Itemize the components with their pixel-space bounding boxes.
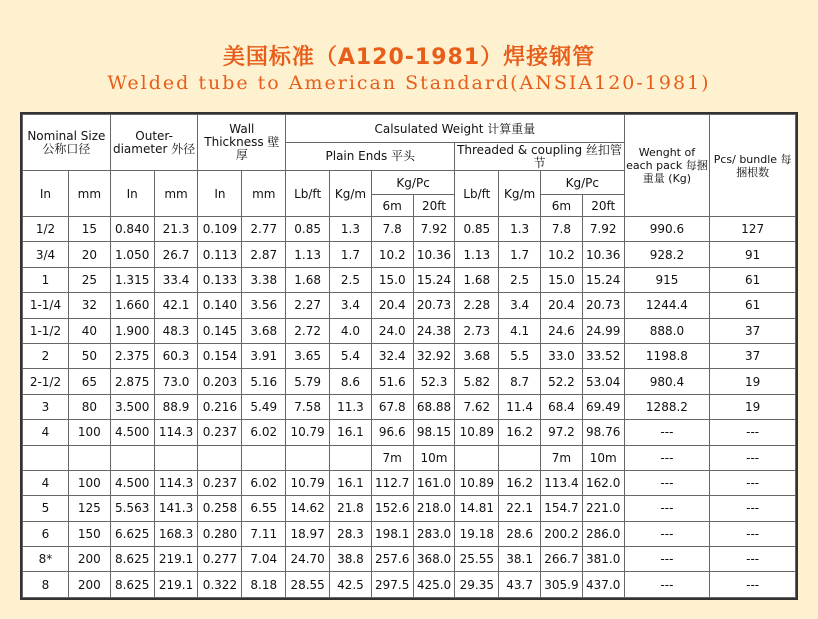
table-cell: 8.625 (110, 572, 154, 598)
table-cell: 15 (68, 217, 110, 242)
table-cell: 0.216 (198, 394, 242, 419)
table-cell: 2 (23, 343, 69, 368)
table-cell: 65 (68, 369, 110, 394)
table-cell: 5.563 (110, 496, 154, 521)
table-cell: 1.315 (110, 267, 154, 292)
table-cell: 8.625 (110, 547, 154, 572)
table-cell: 437.0 (582, 572, 624, 598)
table-cell: 7.04 (242, 547, 286, 572)
header-kg-m: Kg/m (499, 171, 541, 217)
table-cell: 1.68 (455, 267, 499, 292)
table-cell: 5.49 (242, 394, 286, 419)
table-cell: 125 (68, 496, 110, 521)
table-cell: --- (710, 420, 796, 445)
table-cell: 0.840 (110, 217, 154, 242)
table-cell: 8.6 (330, 369, 372, 394)
header-in: In (110, 171, 154, 217)
table-cell: 7m (371, 445, 413, 470)
table-cell: 20.4 (371, 293, 413, 318)
table-cell: 33.0 (541, 343, 583, 368)
table-row (23, 394, 796, 419)
table-cell: 24.70 (286, 547, 330, 572)
table-cell: 7.11 (242, 521, 286, 546)
table-cell: 73.0 (154, 369, 198, 394)
table-cell: 4 (23, 470, 69, 495)
table-cell: 5.82 (455, 369, 499, 394)
table-cell: 16.2 (499, 470, 541, 495)
table-cell: 6.02 (242, 420, 286, 445)
table-cell: --- (624, 572, 710, 598)
table-cell: 16.1 (330, 420, 372, 445)
table-cell: 24.6 (541, 318, 583, 343)
table-cell: 98.76 (582, 420, 624, 445)
table-cell: 61 (710, 293, 796, 318)
table-cell: 8.7 (499, 369, 541, 394)
table-cell: 24.99 (582, 318, 624, 343)
header-kg-pc: Kg/Pc (371, 171, 455, 195)
table-row (23, 217, 796, 242)
table-cell: 100 (68, 470, 110, 495)
table-cell: 1/2 (23, 217, 69, 242)
table-cell: 297.5 (371, 572, 413, 598)
table-cell: 4.0 (330, 318, 372, 343)
table-cell: 14.62 (286, 496, 330, 521)
header-6m: 6m (541, 195, 583, 217)
table-cell: 15.24 (582, 267, 624, 292)
table-cell: --- (624, 470, 710, 495)
table-cell: 28.3 (330, 521, 372, 546)
table-cell: 19 (710, 394, 796, 419)
table-cell: 1198.8 (624, 343, 710, 368)
table-cell: 218.0 (413, 496, 455, 521)
table-cell (242, 445, 286, 470)
table-cell: 2.5 (330, 267, 372, 292)
header-plain-ends: Plain Ends 平头 (286, 143, 455, 171)
table-cell: 0.109 (198, 217, 242, 242)
table-cell: 91 (710, 242, 796, 267)
table-cell: 5 (23, 496, 69, 521)
table-cell (110, 445, 154, 470)
table-cell: 67.8 (371, 394, 413, 419)
table-cell: 6.625 (110, 521, 154, 546)
table-cell: 8.18 (242, 572, 286, 598)
table-cell: 18.97 (286, 521, 330, 546)
table-cell: 0.237 (198, 420, 242, 445)
table-cell: 286.0 (582, 521, 624, 546)
table-cell: 7m (541, 445, 583, 470)
table-cell: 3.65 (286, 343, 330, 368)
table-cell: 10.79 (286, 470, 330, 495)
table-cell: 0.203 (198, 369, 242, 394)
table-cell: 5.5 (499, 343, 541, 368)
table-cell: 1.050 (110, 242, 154, 267)
table-cell: 29.35 (455, 572, 499, 598)
table-row (23, 267, 796, 292)
table-cell: 33.4 (154, 267, 198, 292)
table-cell: 25 (68, 267, 110, 292)
table-row (23, 572, 796, 598)
table-cell: 0.113 (198, 242, 242, 267)
table-cell: 22.1 (499, 496, 541, 521)
table-cell: 14.81 (455, 496, 499, 521)
table-cell: 2.73 (455, 318, 499, 343)
table-cell (68, 445, 110, 470)
table-cell: 28.55 (286, 572, 330, 598)
table-cell: 11.4 (499, 394, 541, 419)
table-cell: 24.38 (413, 318, 455, 343)
table-cell: 2.5 (499, 267, 541, 292)
table-cell: 40 (68, 318, 110, 343)
table-cell: 15.0 (541, 267, 583, 292)
table-cell: 10m (413, 445, 455, 470)
table-cell: 6.02 (242, 470, 286, 495)
table-cell: 200 (68, 572, 110, 598)
table-cell: 2-1/2 (23, 369, 69, 394)
table-row (23, 420, 796, 445)
table-cell: --- (710, 572, 796, 598)
table-cell: 20.73 (413, 293, 455, 318)
table-cell (286, 445, 330, 470)
table-cell: 98.15 (413, 420, 455, 445)
table-cell (198, 445, 242, 470)
table-cell: 200.2 (541, 521, 583, 546)
table-cell: 19.18 (455, 521, 499, 546)
table-cell: 37 (710, 318, 796, 343)
table-cell: 7.92 (413, 217, 455, 242)
table-cell: 168.3 (154, 521, 198, 546)
table-cell: 3.56 (242, 293, 286, 318)
table-cell: 25.55 (455, 547, 499, 572)
table-cell: 19 (710, 369, 796, 394)
table-cell: 61 (710, 267, 796, 292)
table-row (23, 445, 796, 470)
table-cell: 2.28 (455, 293, 499, 318)
table-row (23, 521, 796, 546)
table-cell: 2.72 (286, 318, 330, 343)
table-cell: 68.88 (413, 394, 455, 419)
table-cell: 52.2 (541, 369, 583, 394)
table-cell: 53.04 (582, 369, 624, 394)
weight-table (22, 114, 796, 598)
header-mm: mm (154, 171, 198, 217)
table-cell: 4.500 (110, 470, 154, 495)
table-cell: 38.8 (330, 547, 372, 572)
table-cell: 4.500 (110, 420, 154, 445)
table-cell: 1.900 (110, 318, 154, 343)
table-cell: 10.36 (413, 242, 455, 267)
table-cell: 10.89 (455, 420, 499, 445)
table-cell: 21.8 (330, 496, 372, 521)
table-cell: 11.3 (330, 394, 372, 419)
table-cell: 52.3 (413, 369, 455, 394)
table-cell: 1244.4 (624, 293, 710, 318)
table-cell: --- (710, 470, 796, 495)
table-cell: 114.3 (154, 420, 198, 445)
table-cell: 3 (23, 394, 69, 419)
table-row (23, 369, 796, 394)
table-cell: --- (710, 547, 796, 572)
table-cell: 990.6 (624, 217, 710, 242)
weight-table-container (20, 112, 798, 600)
table-cell: 24.0 (371, 318, 413, 343)
table-cell: 88.9 (154, 394, 198, 419)
table-cell: 152.6 (371, 496, 413, 521)
table-cell: 221.0 (582, 496, 624, 521)
table-cell: 1.13 (286, 242, 330, 267)
header-6m: 6m (371, 195, 413, 217)
table-cell: 980.4 (624, 369, 710, 394)
table-cell: 0.237 (198, 470, 242, 495)
table-cell: 1.3 (330, 217, 372, 242)
table-row (23, 547, 796, 572)
table-cell: 4 (23, 420, 69, 445)
table-cell: 257.6 (371, 547, 413, 572)
table-cell: --- (624, 420, 710, 445)
table-cell: 1-1/4 (23, 293, 69, 318)
page-subtitle: Welded tube to American Standard(ANSIA120-1981) (107, 72, 711, 94)
table-cell: 1 (23, 267, 69, 292)
table-cell: 32 (68, 293, 110, 318)
table-cell: 6.55 (242, 496, 286, 521)
table-cell: 42.5 (330, 572, 372, 598)
table-cell: --- (710, 445, 796, 470)
table-cell: 5.4 (330, 343, 372, 368)
table-row (23, 470, 796, 495)
table-cell: 7.92 (582, 217, 624, 242)
header-lb-ft: Lb/ft (455, 171, 499, 217)
table-cell: 37 (710, 343, 796, 368)
table-cell: 888.0 (624, 318, 710, 343)
table-cell: --- (710, 521, 796, 546)
table-cell: 1288.2 (624, 394, 710, 419)
table-cell: 150 (68, 521, 110, 546)
page-title: 美国标准（A120-1981）焊接钢管 (222, 45, 596, 70)
table-cell: 2.375 (110, 343, 154, 368)
table-cell: 96.6 (371, 420, 413, 445)
header-mm: mm (242, 171, 286, 217)
table-cell: 10m (582, 445, 624, 470)
table-cell: 0.277 (198, 547, 242, 572)
table-cell: 68.4 (541, 394, 583, 419)
header-threaded-coupling: Threaded & coupling 丝扣管节 (455, 143, 624, 171)
header-pack-weight: Wenght of each pack 每捆重量 (Kg) (624, 115, 710, 217)
table-cell: 5.16 (242, 369, 286, 394)
table-cell: 32.4 (371, 343, 413, 368)
table-cell: 10.2 (371, 242, 413, 267)
table-cell: 48.3 (154, 318, 198, 343)
table-cell: 283.0 (413, 521, 455, 546)
table-cell (154, 445, 198, 470)
table-cell: 20.4 (541, 293, 583, 318)
table-cell (23, 445, 69, 470)
table-cell: 0.280 (198, 521, 242, 546)
table-cell: 0.140 (198, 293, 242, 318)
table-cell: 127 (710, 217, 796, 242)
table-cell: 4.1 (499, 318, 541, 343)
table-cell: 15.24 (413, 267, 455, 292)
table-cell: 0.85 (455, 217, 499, 242)
table-cell: 915 (624, 267, 710, 292)
table-cell: 3.500 (110, 394, 154, 419)
header-nominal-size: Nominal Size 公称口径 (23, 115, 111, 171)
header-mm: mm (68, 171, 110, 217)
table-cell: 7.58 (286, 394, 330, 419)
table-cell: 161.0 (413, 470, 455, 495)
header-kg-pc: Kg/Pc (541, 171, 625, 195)
table-cell: 2.77 (242, 217, 286, 242)
table-cell: 1.13 (455, 242, 499, 267)
table-cell: 3.4 (330, 293, 372, 318)
table-cell: --- (624, 445, 710, 470)
table-cell: 42.1 (154, 293, 198, 318)
table-cell (455, 445, 499, 470)
table-cell: 38.1 (499, 547, 541, 572)
table-cell: 60.3 (154, 343, 198, 368)
header-20ft: 20ft (582, 195, 624, 217)
table-cell: 21.3 (154, 217, 198, 242)
table-cell: 0.258 (198, 496, 242, 521)
table-cell: 112.7 (371, 470, 413, 495)
table-cell: 97.2 (541, 420, 583, 445)
table-cell: 100 (68, 420, 110, 445)
table-row (23, 293, 796, 318)
table-cell: 141.3 (154, 496, 198, 521)
table-cell: 10.36 (582, 242, 624, 267)
table-cell: 928.2 (624, 242, 710, 267)
table-row (23, 242, 796, 267)
table-cell: 33.52 (582, 343, 624, 368)
table-cell: 3.4 (499, 293, 541, 318)
table-cell: 28.6 (499, 521, 541, 546)
table-cell: --- (624, 547, 710, 572)
table-cell: 8* (23, 547, 69, 572)
table-cell: 0.133 (198, 267, 242, 292)
table-row (23, 318, 796, 343)
table-cell: 114.3 (154, 470, 198, 495)
table-cell: 425.0 (413, 572, 455, 598)
table-cell: --- (710, 496, 796, 521)
table-cell (330, 445, 372, 470)
table-cell: 200 (68, 547, 110, 572)
table-cell: 1.7 (330, 242, 372, 267)
table-cell: 2.875 (110, 369, 154, 394)
table-cell (499, 445, 541, 470)
table-cell: 5.79 (286, 369, 330, 394)
table-row (23, 496, 796, 521)
table-cell: 16.1 (330, 470, 372, 495)
header-in: In (23, 171, 69, 217)
table-cell: 3.68 (242, 318, 286, 343)
table-cell: 51.6 (371, 369, 413, 394)
header-outer-diameter: Outer- diameter 外径 (110, 115, 198, 171)
table-cell: 3.68 (455, 343, 499, 368)
table-cell: --- (624, 521, 710, 546)
table-cell: 0.154 (198, 343, 242, 368)
table-cell: 15.0 (371, 267, 413, 292)
table-cell: 1.68 (286, 267, 330, 292)
table-cell: 7.62 (455, 394, 499, 419)
header-20ft: 20ft (413, 195, 455, 217)
table-cell: 162.0 (582, 470, 624, 495)
table-row (23, 343, 796, 368)
table-cell: 10.89 (455, 470, 499, 495)
table-cell: 32.92 (413, 343, 455, 368)
table-cell: 219.1 (154, 572, 198, 598)
table-cell: 1.660 (110, 293, 154, 318)
table-cell: 2.27 (286, 293, 330, 318)
table-cell: 0.85 (286, 217, 330, 242)
table-cell: 1.7 (499, 242, 541, 267)
table-cell: 20 (68, 242, 110, 267)
header-kg-m: Kg/m (330, 171, 372, 217)
table-cell: 3.38 (242, 267, 286, 292)
table-cell: 113.4 (541, 470, 583, 495)
table-cell: 7.8 (371, 217, 413, 242)
table-cell: 6 (23, 521, 69, 546)
table-cell: 381.0 (582, 547, 624, 572)
header-lb-ft: Lb/ft (286, 171, 330, 217)
table-cell: 16.2 (499, 420, 541, 445)
table-cell: 8 (23, 572, 69, 598)
table-cell: --- (624, 496, 710, 521)
header-calculated-weight: Calsulated Weight 计算重量 (286, 115, 624, 143)
table-body (23, 217, 796, 598)
table-cell: 7.8 (541, 217, 583, 242)
table-cell: 43.7 (499, 572, 541, 598)
table-cell: 219.1 (154, 547, 198, 572)
table-cell: 26.7 (154, 242, 198, 267)
header-in: In (198, 171, 242, 217)
table-cell: 3.91 (242, 343, 286, 368)
table-cell: 154.7 (541, 496, 583, 521)
table-cell: 10.2 (541, 242, 583, 267)
table-cell: 3/4 (23, 242, 69, 267)
table-cell: 1-1/2 (23, 318, 69, 343)
table-cell: 69.49 (582, 394, 624, 419)
table-cell: 50 (68, 343, 110, 368)
table-cell: 198.1 (371, 521, 413, 546)
table-cell: 80 (68, 394, 110, 419)
table-cell: 266.7 (541, 547, 583, 572)
table-cell: 10.79 (286, 420, 330, 445)
table-cell: 2.87 (242, 242, 286, 267)
table-cell: 305.9 (541, 572, 583, 598)
table-cell: 368.0 (413, 547, 455, 572)
header-wall-thickness: Wall Thickness 壁厚 (198, 115, 286, 171)
table-cell: 0.145 (198, 318, 242, 343)
header-pcs-bundle: Pcs/ bundle 每捆根数 (710, 115, 796, 217)
table-cell: 1.3 (499, 217, 541, 242)
table-cell: 20.73 (582, 293, 624, 318)
table-cell: 0.322 (198, 572, 242, 598)
